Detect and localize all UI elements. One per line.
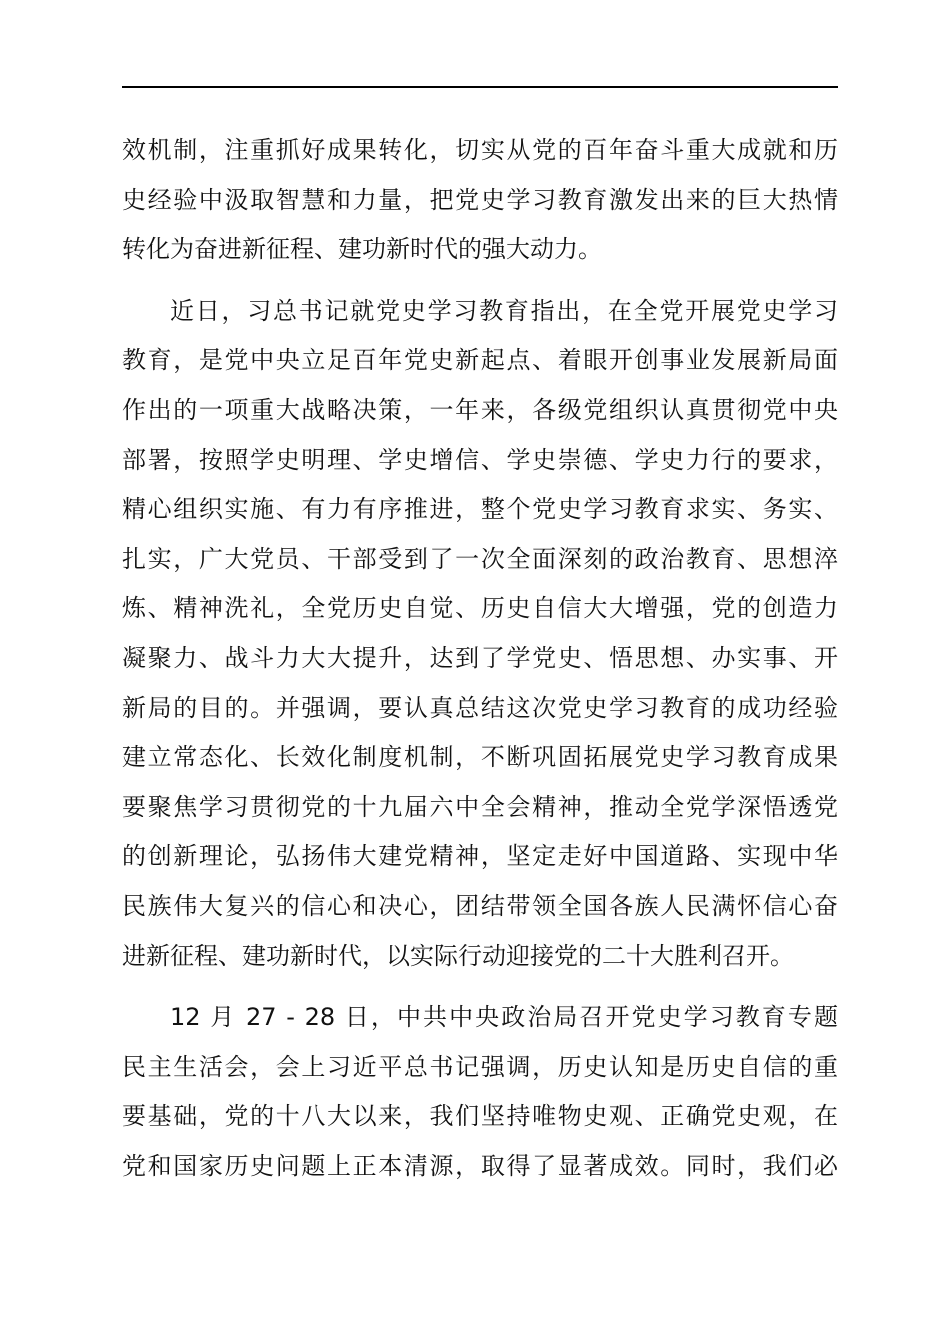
text-line: 转化为奋进新征程、建功新时代的强大动力。 <box>122 235 602 264</box>
header-rule <box>122 86 838 88</box>
text-line: 炼、精神洗礼，全党历史自觉、历史自信大大增强，党的创造力 <box>122 594 838 623</box>
text-line: 的创新理论，弘扬伟大建党精神，坚定走好中国道路、实现中华 <box>122 842 838 871</box>
text-line: 扎实，广大党员、干部受到了一次全面深刻的政治教育、思想淬 <box>122 544 838 573</box>
text-line: 效机制，注重抓好成果转化，切实从党的百年奋斗重大成就和历 <box>122 136 838 164</box>
text-line: 部署，按照学史明理、学史增信、学史崇德、学史力行的要求， <box>122 445 838 474</box>
text-line: 凝聚力、战斗力大大提升，达到了学党史、悟思想、办实事、开 <box>122 643 838 672</box>
text-line: 作出的一项重大战略决策，一年来，各级党组织认真贯彻党中央 <box>122 395 838 424</box>
text-line: 精心组织实施、有力有序推进，整个党史学习教育求实、务实、 <box>122 495 838 524</box>
text-line: 史经验中汲取智慧和力量，把党史学习教育激发出来的巨大热情 <box>122 185 838 214</box>
paragraph-1 <box>122 126 838 275</box>
text-line: 民族伟大复兴的信心和决心，团结带领全国各族人民满怀信心奋 <box>122 891 838 920</box>
text-line: 建立常态化、长效化制度机制，不断巩固拓展党史学习教育成果 <box>122 743 838 772</box>
text-line: 近日，习总书记就党史学习教育指出，在全党开展党史学习 <box>170 296 838 325</box>
paragraph-3 <box>122 993 838 1191</box>
text-line: 要聚焦学习贯彻党的十九届六中全会精神，推动全党学深悟透党 <box>122 792 838 821</box>
paragraph-2 <box>122 287 838 981</box>
text-line: 新局的目的。并强调，要认真总结这次党史学习教育的成功经验 <box>122 693 838 722</box>
text-line: 12 月 27 - 28 日，中共中央政治局召开党史学习教育专题 <box>170 1003 838 1032</box>
text-line: 要基础，党的十八大以来，我们坚持唯物史观、正确党史观，在 <box>122 1102 838 1131</box>
text-line: 进新征程、建功新时代，以实际行动迎接党的二十大胜利召开。 <box>122 941 794 970</box>
text-line: 党和国家历史问题上正本清源，取得了显著成效。同时，我们必 <box>122 1151 838 1180</box>
text-line: 民主生活会，会上习近平总书记强调，历史认知是历史自信的重 <box>122 1052 838 1081</box>
text-line: 教育，是党中央立足百年党史新起点、着眼开创事业发展新局面 <box>122 346 838 375</box>
document-body <box>122 126 838 1191</box>
